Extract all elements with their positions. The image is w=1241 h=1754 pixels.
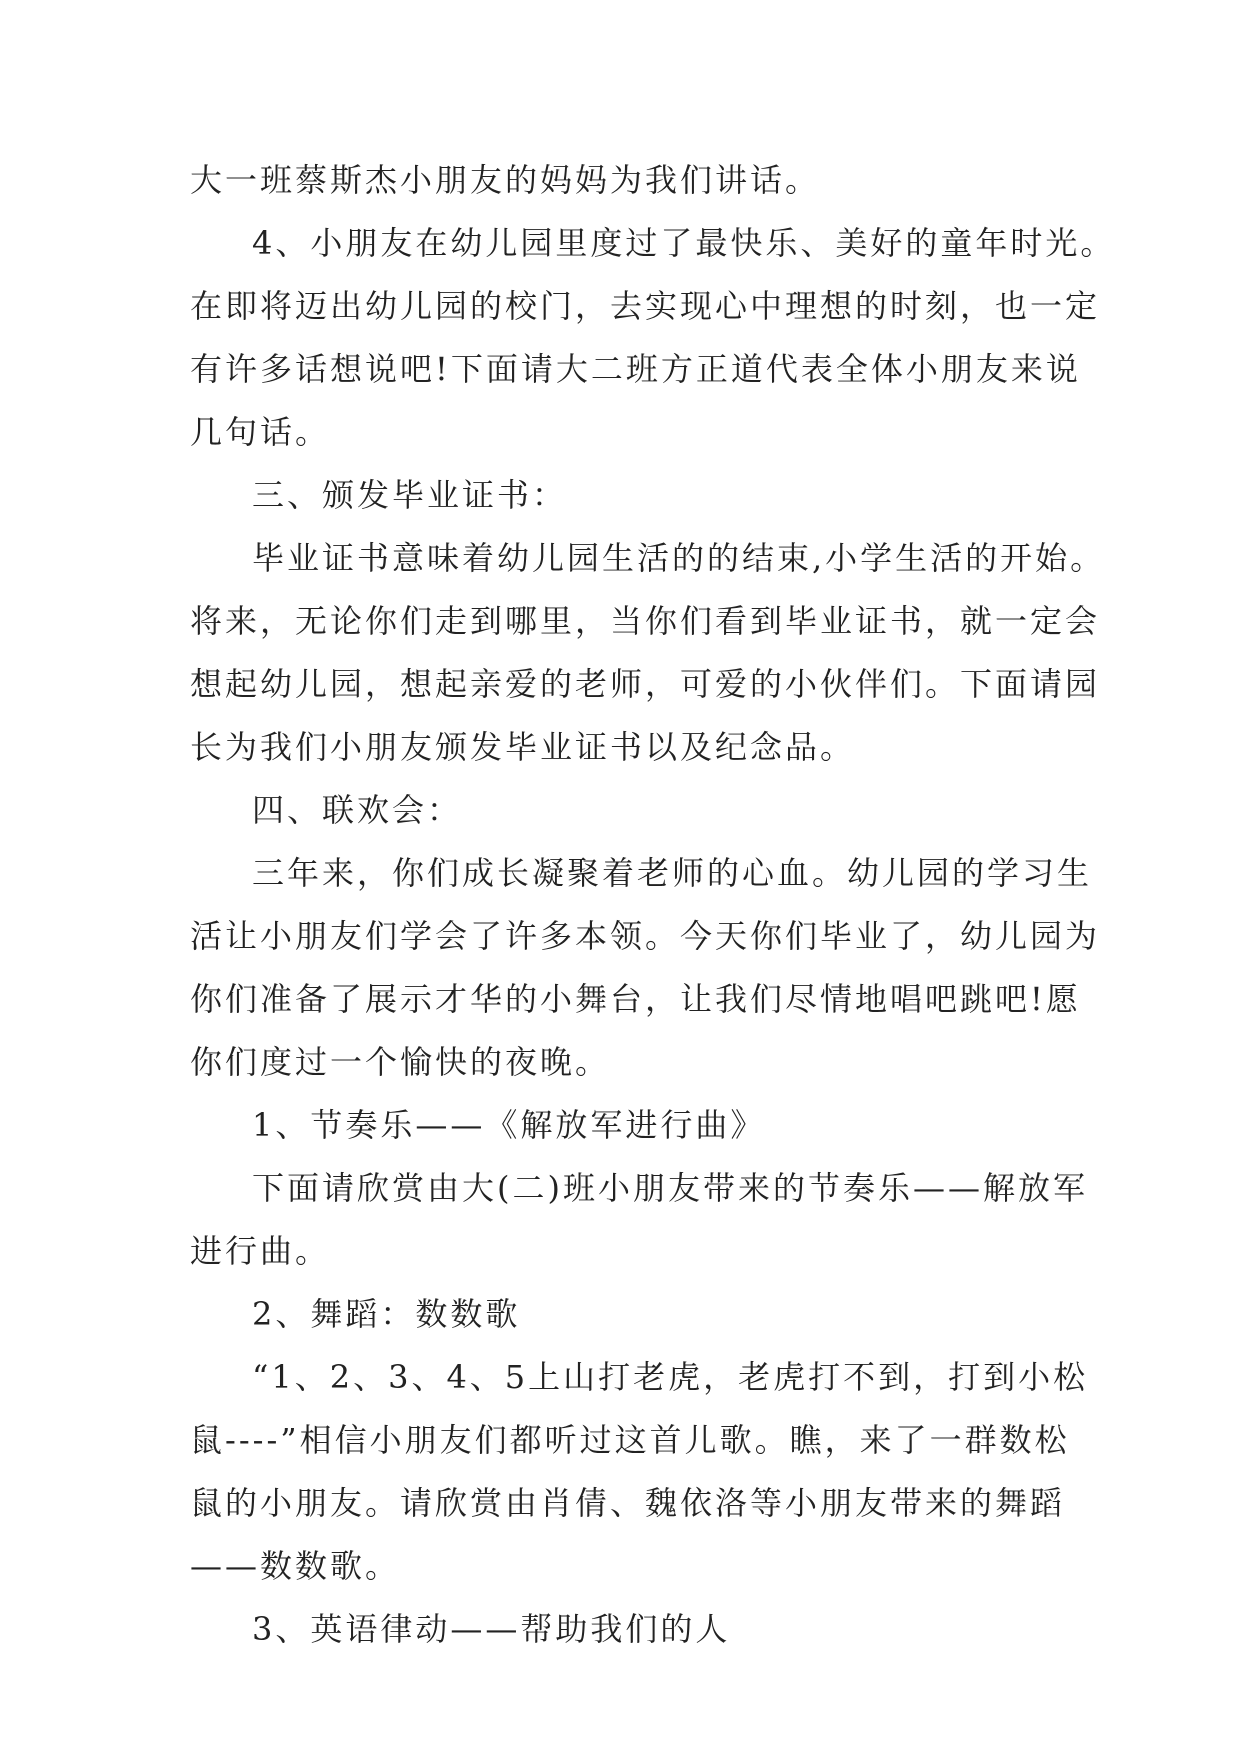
text-line: 在即将迈出幼儿园的校门，去实现心中理想的时刻，也一定 <box>190 287 1101 325</box>
text-line: 三年来，你们成长凝聚着老师的心血。幼儿园的学习生 <box>252 854 1093 892</box>
text-line: ——数数歌。 <box>190 1547 401 1585</box>
text-line: 鼠----”相信小朋友们都听过这首儿歌。瞧，来了一群数松 <box>190 1421 1070 1459</box>
text-line: 长为我们小朋友颁发毕业证书以及纪念品。 <box>190 728 856 766</box>
section-heading: 三、颁发毕业证书： <box>252 476 568 514</box>
text-line: 鼠的小朋友。请欣赏由肖倩、魏依洛等小朋友带来的舞蹈 <box>190 1484 1066 1522</box>
text-line: “1、2、3、4、5上山打老虎，老虎打不到，打到小松 <box>252 1358 1089 1396</box>
program-item: 3、英语律动——帮助我们的人 <box>252 1610 731 1648</box>
text-line: 有许多话想说吧!下面请大二班方正道代表全体小朋友来说 <box>190 350 1081 388</box>
text-line: 你们准备了展示才华的小舞台，让我们尽情地唱吧跳吧!愿 <box>190 980 1081 1018</box>
text-line: 想起幼儿园，想起亲爱的老师，可爱的小伙伴们。下面请园 <box>190 665 1101 703</box>
text-line: 你们度过一个愉快的夜晚。 <box>190 1043 611 1081</box>
text-line: 进行曲。 <box>190 1232 331 1270</box>
text-line: 下面请欣赏由大(二)班小朋友带来的节奏乐——解放军 <box>252 1169 1088 1207</box>
section-heading: 四、联欢会： <box>252 791 463 829</box>
text-line: 4、小朋友在幼儿园里度过了最快乐、美好的童年时光。 <box>252 224 1116 262</box>
program-item: 2、舞蹈：数数歌 <box>252 1295 521 1333</box>
text-line: 毕业证书意味着幼儿园生活的的结束,小学生活的开始。 <box>252 539 1106 577</box>
text-line: 将来，无论你们走到哪里，当你们看到毕业证书，就一定会 <box>190 602 1101 640</box>
text-line: 活让小朋友们学会了许多本领。今天你们毕业了，幼儿园为 <box>190 917 1101 955</box>
text-line: 大一班蔡斯杰小朋友的妈妈为我们讲话。 <box>190 161 821 199</box>
program-item: 1、节奏乐——《解放军进行曲》 <box>252 1106 766 1144</box>
text-line: 几句话。 <box>190 413 331 451</box>
